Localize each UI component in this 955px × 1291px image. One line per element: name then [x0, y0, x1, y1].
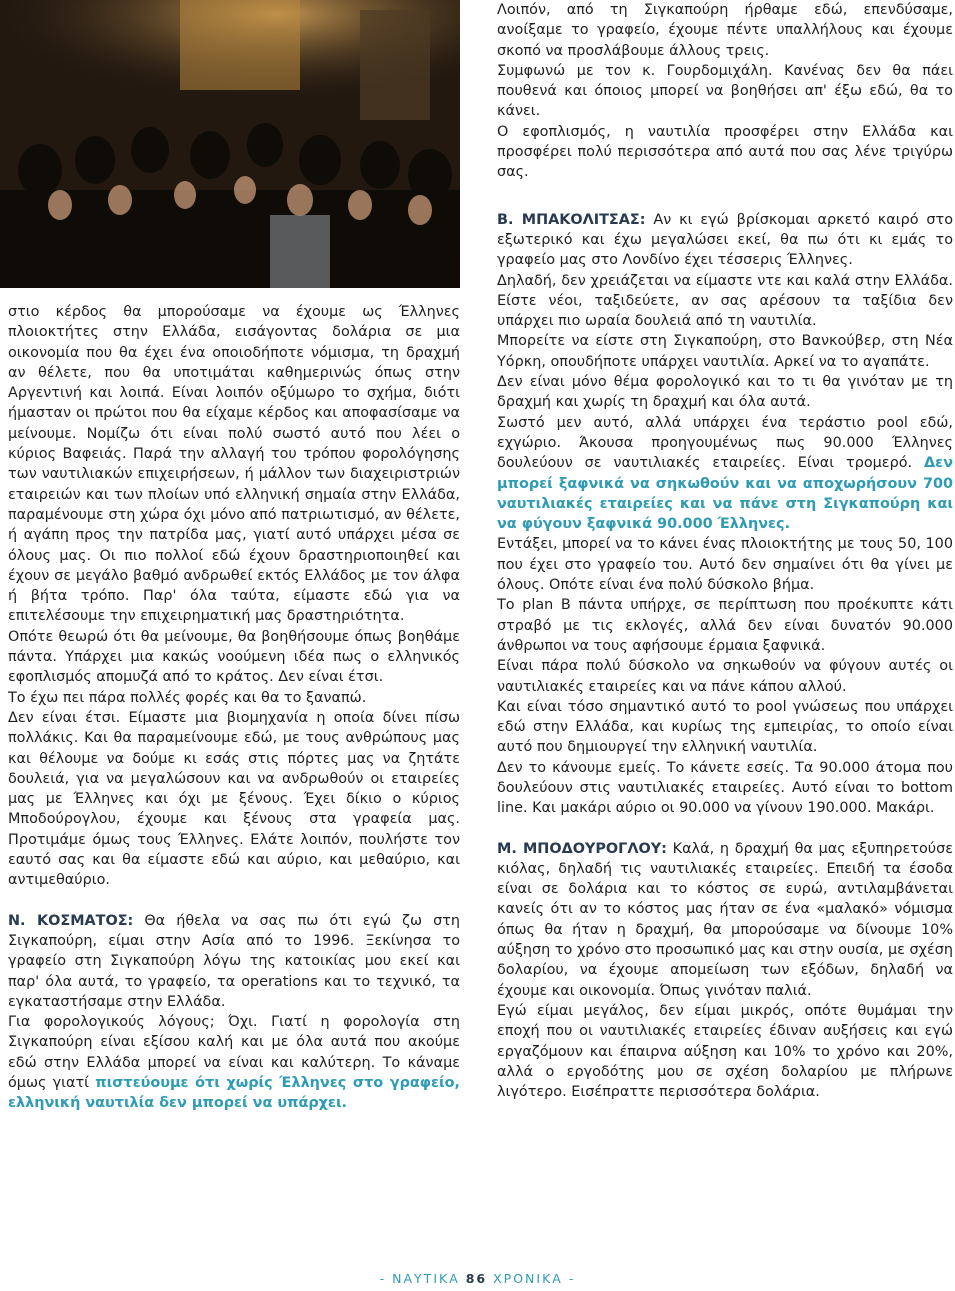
page-footer — [0, 1271, 955, 1286]
paragraph: Εγώ είμαι μεγάλος, δεν είμαι μικρός, οπότε θυμάμαι την εποχή που οι ναυτιλιακές εταιρείες έδιναν αυξήσεις και εγώ εργαζόμουν και έπαιρνα αύξηση και 10% το χρόνο και 20%, αλλά ο εργοδότης μου σε σχέση δολαρίου με πλήρωνε λιγότερο. Εισέπραττε περισσότερα δολάρια. — [497, 1002, 953, 1101]
footer-left: - ΝΑΥΤΙΚΑ — [379, 1271, 466, 1286]
paragraph: Το plan B πάντα υπήρχε, σε περίπτωση που προέκυπτε κάτι στραβό με τις εκλογές, αλλά δεν είναι δυνατόν 90.000 άνθρωποι να τους αφήσουμε έρμαια ξαφνικά. — [497, 597, 953, 654]
paragraph: Εντάξει, μπορεί να το κάνει ένας πλοιοκτήτης με τους 50, 100 που έχει στο γραφείο του. Αυτό δεν σημαίνει ότι θα γίνει με όλους. Οπότε είναι ένα πολύ δύσκολο βήμα. — [497, 536, 953, 594]
paragraph — [497, 413, 953, 535]
paragraph-text: Για φορολογικούς λόγους; Όχι. Γιατί η φορολογία στη Σιγκαπούρη είναι εξίσου καλή και με όλα αυτά που ακούμε εδώ στην Ελλάδα μπορεί να είναι και καλύτερη. Το κάναμε όμως γιατί — [8, 1014, 460, 1091]
paragraph: Συμφωνώ με τον κ. Γουρδομιχάλη. Κανένας δεν θα πάει πουθενά και όποιος μπορεί να βοηθήσει απ' έξω εδώ, θα το κάνει. — [497, 62, 953, 120]
left-column — [8, 302, 460, 1114]
audience-photo — [0, 0, 460, 288]
speaker-name: Μ. ΜΠΟΔΟΥΡΟΓΛΟΥ: — [497, 840, 667, 857]
footer-right: ΧΡΟΝΙΚΑ - — [487, 1271, 576, 1286]
paragraph — [8, 1012, 460, 1113]
paragraph: Είναι πάρα πολύ δύσκολο να σηκωθούν να φύγουν αυτές οι ναυτιλιακές εταιρείες και να πάνε κάπου αλλού. — [497, 658, 953, 695]
paragraph: Και είναι τόσο σημαντικό αυτό το pool γνώσεως που υπάρχει εδώ στην Ελλάδα, και κυρίως της εμπειρίας, το οποίο είναι αυτό που δημιουργεί την ελληνική ναυτιλία. — [497, 698, 953, 756]
paragraph-text: Θα ήθελα να σας πω ότι εγώ ζω στη Σιγκαπούρη, είμαι στην Ασία από το 1996. Ξεκίνησα το γραφείο στη Σιγκαπούρη λόγω της κατοικίας μου εκεί και παρ' όλα αυτά, το γραφείο, τα operations και το τεχνικό, τα εγκαταστήσαμε στην Ελλάδα. — [8, 912, 461, 1010]
highlight-quote: πιστεύουμε ότι χωρίς Έλληνες στο γραφείο, ελληνική ναυτιλία δεν μπορεί να υπάρχει. — [8, 1074, 460, 1112]
speaker-name: Β. ΜΠΑΚΟΛΙΤΣΑΣ: — [497, 211, 646, 228]
speaker-name: Ν. ΚΟΣΜΑΤΟΣ: — [8, 912, 134, 929]
speaker-paragraph — [497, 839, 953, 1001]
paragraph: Λοιπόν, από τη Σιγκαπούρη ήρθαμε εδώ, επενδύσαμε, ανοίξαμε το γραφείο, έχουμε πέντε υπαλλήλους και έχουμε σκοπό να προσλάβουμε άλλους τρεις. — [497, 2, 953, 59]
speaker-paragraph — [497, 210, 953, 271]
paragraph: Μπορείτε να είστε στη Σιγκαπούρη, στο Βανκούβερ, στη Νέα Υόρκη, οπουδήποτε υπάρχει ναυτιλία. Αρκεί να το αγαπάτε. — [497, 333, 953, 370]
paragraph: Δεν είναι έτσι. Είμαστε μια βιομηχανία η οποία δίνει πίσω πολλάκις. Και θα παραμείνουμε εδώ, με τους ανθρώπους μας και θέλουμε να δούμε κι εσάς στις πόρτες μας να ζητάτε δουλειά, για να μεγαλώσουν και να ανδρωθούν οι εταιρείες μας με Έλληνες και όχι με ξένους. Έχει δίκιο ο κύριος Μποδούρογλου, έχουμε και ξένους στα γραφεία μας. Προτιμάμε όμως τους Έλληνες. Ελάτε λοιπόν, πουλήστε τον εαυτό σας και θα είμαστε εδώ και αύριο, και μεθαύριο, και αντιμεθαύριο. — [8, 709, 460, 889]
speaker-paragraph — [8, 911, 460, 1012]
paragraph: Ο εφοπλισμός, η ναυτιλία προσφέρει στην Ελλάδα και προσφέρει πολύ περισσότερα από αυτά που σας λένε τριγύρω σας. — [497, 123, 953, 181]
paragraph: Δεν είναι μόνο θέμα φορολογικό και το τι θα γινόταν με τη δραχμή και χωρίς τη δραχμή και όλα αυτά. — [497, 374, 953, 411]
paragraph: Δηλαδή, δεν χρειάζεται να είμαστε ντε και καλά στην Ελλάδα. Είστε νέοι, ταξιδεύετε, αν σας αρέσουν τα ταξίδια δεν υπάρχει πιο ωραία δουλειά από τη ναυτιλία. — [497, 272, 953, 330]
page-number: 86 — [465, 1271, 488, 1286]
paragraph-text: Καλά, η δραχμή θα μας εξυπηρετούσε κιόλας, δηλαδή τις ναυτιλιακές εταιρείες. Επειδή τα έσοδα είναι σε δολάρια και το κόστος σε ευρώ, αντιλαμβάνεται κανείς ότι αν το κόστος μας ήταν σε ένα «μαλακό» νόμισμα όπως θα ήταν η δραχμή, θα μπορούσαμε να δίνουμε 10% αύξηση το χρόνο στο προσωπικό μας και στην ουσία, με σχέση δολαρίου, να έχουμε απομείωση των εξόδων, δηλαδή να έχουμε και οικονομία. Όπως γινόταν παλιά. — [497, 840, 953, 999]
paragraph: Οπότε θεωρώ ότι θα μείνουμε, θα βοηθήσουμε όπως βοηθάμε πάντα. Υπάρχει μια κακώς νοούμενη ιδέα πως ο ελληνικός εφοπλισμός απομυζά από το κράτος. Δεν είναι έτσι. — [8, 628, 460, 686]
paragraph-text: Αν κι εγώ βρίσκομαι αρκετό καιρό στο εξωτερικό και έχω μεγαλώσει εκεί, θα πω ότι κι εμάς το γραφείο μας στο Λονδίνο έχει τέσσερις Έλληνες. — [497, 211, 953, 269]
paragraph: Δεν το κάνουμε εμείς. Το κάνετε εσείς. Τα 90.000 άτομα που δουλεύουν στις ναυτιλιακές εταιρείες. Αυτό είναι το bottom line. Και μακάρι αύριο οι 90.000 να γίνουν 190.000. Μακάρι. — [497, 759, 953, 817]
paragraph: στιο κέρδος θα μπορούσαμε να έχουμε ως Έλληνες πλοιοκτήτες στην Ελλάδα, εισάγοντας δολάρια σε μια οικονομία που θα έχει ένα οποιοδήποτε νόμισμα, τη δραχμή αν θέλετε, που θα υποτιμάται καθημερινώς όπως στην Αργεντινή και λοιπά. Είναι λοιπόν οξύμωρο το σχήμα, διότι ήμασταν οι πρώτοι που θα είχαμε κέρδος και αποφασίσαμε να μείνουμε. Νομίζω ότι είναι πολύ σωστό αυτό που λέει ο κύριος Βαφειάς. Παρά την αλλαγή του τρόπου φορολόγησης των ναυτιλιακών επιχειρήσεων, ή μάλλον των διαχειριστριών εταιρειών και των πλοίων υπό ελληνική σημαία στην Ελλάδα, παραμένουμε στη χώρα όχι μόνο από πατριωτισμό, αν θέλετε, ή αγάπη προς την πατρίδα μας, γιατί αυτό υπάρχει μέσα σε όλους μας. Οι πιο πολλοί εδώ έχουν δραστηριοποιηθεί και έχουν σε μεγάλο βαθμό ανδρωθεί εκτός Ελλάδος με τον άλφα ή βήτα τρόπο. Παρ' όλα ταύτα, είμαστε εδώ για να επιτελέσουμε την επιχειρηματική μας δραστηριότητα. — [8, 304, 460, 625]
highlight-quote: Δεν μπορεί ξαφνικά να σηκωθούν και να αποχωρήσουν 700 ναυτιλιακές εταιρείες και να πάνε στη Σιγκαπούρη και να φύγουν ξαφνικά 90.000 Έλληνες. — [497, 455, 953, 533]
right-column — [497, 0, 953, 1102]
paragraph-text: Σωστό μεν αυτό, αλλά υπάρχει ένα τεράστιο pool εδώ, εχγώριο. Άκουσα προηγουμένως πως 90.000 Έλληνες δουλεύουν σε ναυτιλιακές εταιρείες. Είναι τρομερό. — [497, 414, 953, 472]
paragraph: Το έχω πει πάρα πολλές φορές και θα το ξαναπώ. — [8, 689, 367, 706]
